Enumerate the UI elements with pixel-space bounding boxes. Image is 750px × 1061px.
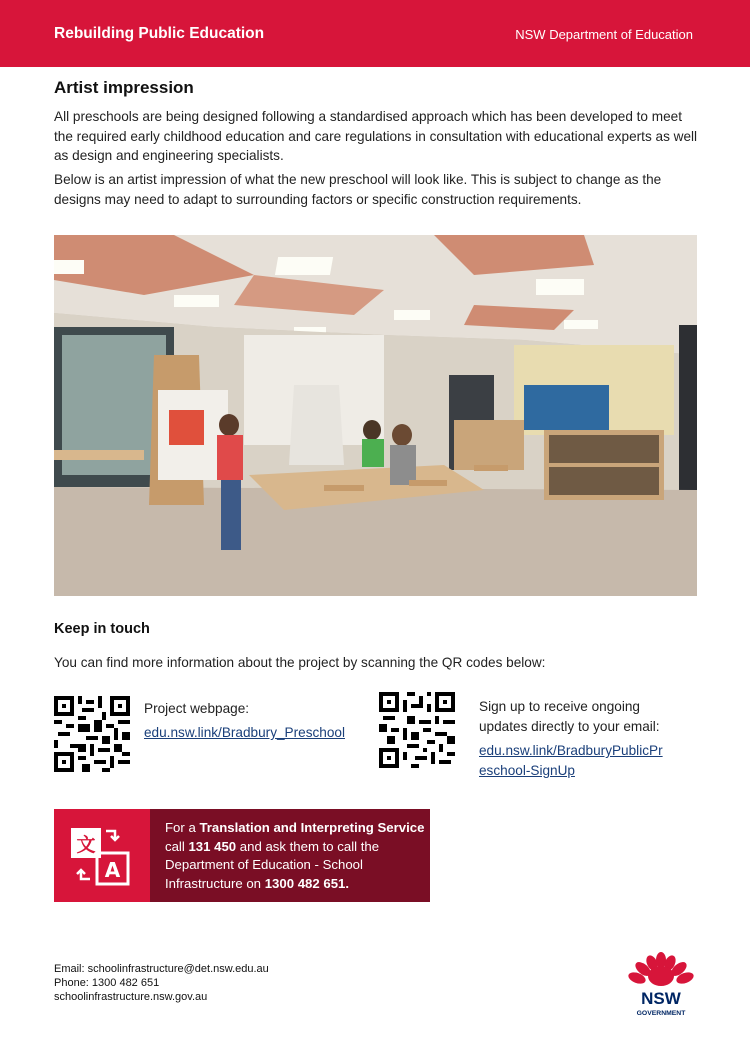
project-webpage-label: Project webpage: bbox=[144, 701, 250, 716]
footer-phone[interactable]: Phone: 1300 482 651 bbox=[54, 977, 160, 989]
footer-web[interactable]: schoolinfrastructure.nsw.gov.au bbox=[54, 991, 208, 1003]
signup-link[interactable] bbox=[479, 741, 689, 781]
svg-text:文: 文 bbox=[76, 834, 96, 856]
signup-label: Sign up to receive ongoing updates directly to your email: bbox=[479, 699, 660, 734]
logo-nsw-text: NSW bbox=[641, 989, 681, 1008]
waratah-icon bbox=[628, 952, 694, 1022]
artist-paragraph-1: All preschools are being designed following a standardised approach which has been developed to meet the required early childhood education and care regulations in consultation with educational experts as well as design and engineering specialists. bbox=[54, 109, 698, 163]
translation-phone: 131 450 bbox=[188, 838, 237, 854]
translation-icon bbox=[54, 809, 150, 902]
translation-service-name: Translation and Interpreting Service bbox=[199, 820, 425, 835]
school-infrastructure-phone: 1300 482 651. bbox=[264, 875, 350, 891]
page-header bbox=[0, 0, 750, 67]
header-department: NSW Department of Education bbox=[515, 27, 693, 42]
keep-in-touch-heading: Keep in touch bbox=[54, 621, 150, 637]
svg-text:A: A bbox=[104, 858, 121, 882]
nsw-government-logo bbox=[628, 952, 694, 1022]
logo-government-text: GOVERNMENT bbox=[636, 1010, 686, 1017]
qr-code-signup bbox=[379, 692, 455, 768]
translation-banner bbox=[54, 809, 430, 902]
header-title: Rebuilding Public Education bbox=[54, 25, 265, 42]
artist-paragraph-2: Below is an artist impression of what the new preschool will look like. This is subject to change as the designs may need to adapt to surrounding factors or specific construction requirements. bbox=[54, 172, 662, 207]
signup-link-line-1: edu.nsw.link/BradburyPublicPr bbox=[479, 743, 663, 758]
artist-impression-image bbox=[54, 235, 697, 596]
signup-link-line-2: eschool-SignUp bbox=[479, 763, 575, 778]
translation-icon-box bbox=[54, 809, 150, 902]
keep-in-touch-intro: You can find more information about the project by scanning the QR codes below: bbox=[54, 655, 546, 670]
artist-impression-heading: Artist impression bbox=[54, 78, 194, 97]
footer-contact bbox=[54, 962, 269, 1004]
translation-text: For a Translation and Interpreting Service call 131 450 and ask them to call the Department of Education - School Infrastructure on 1300 482 651. bbox=[165, 820, 425, 891]
footer-email[interactable]: Email: schoolinfrastructure@det.nsw.edu.au bbox=[54, 963, 269, 975]
qr-code-project-webpage bbox=[54, 696, 130, 772]
project-webpage-link[interactable]: edu.nsw.link/Bradbury_Preschool bbox=[144, 725, 345, 740]
